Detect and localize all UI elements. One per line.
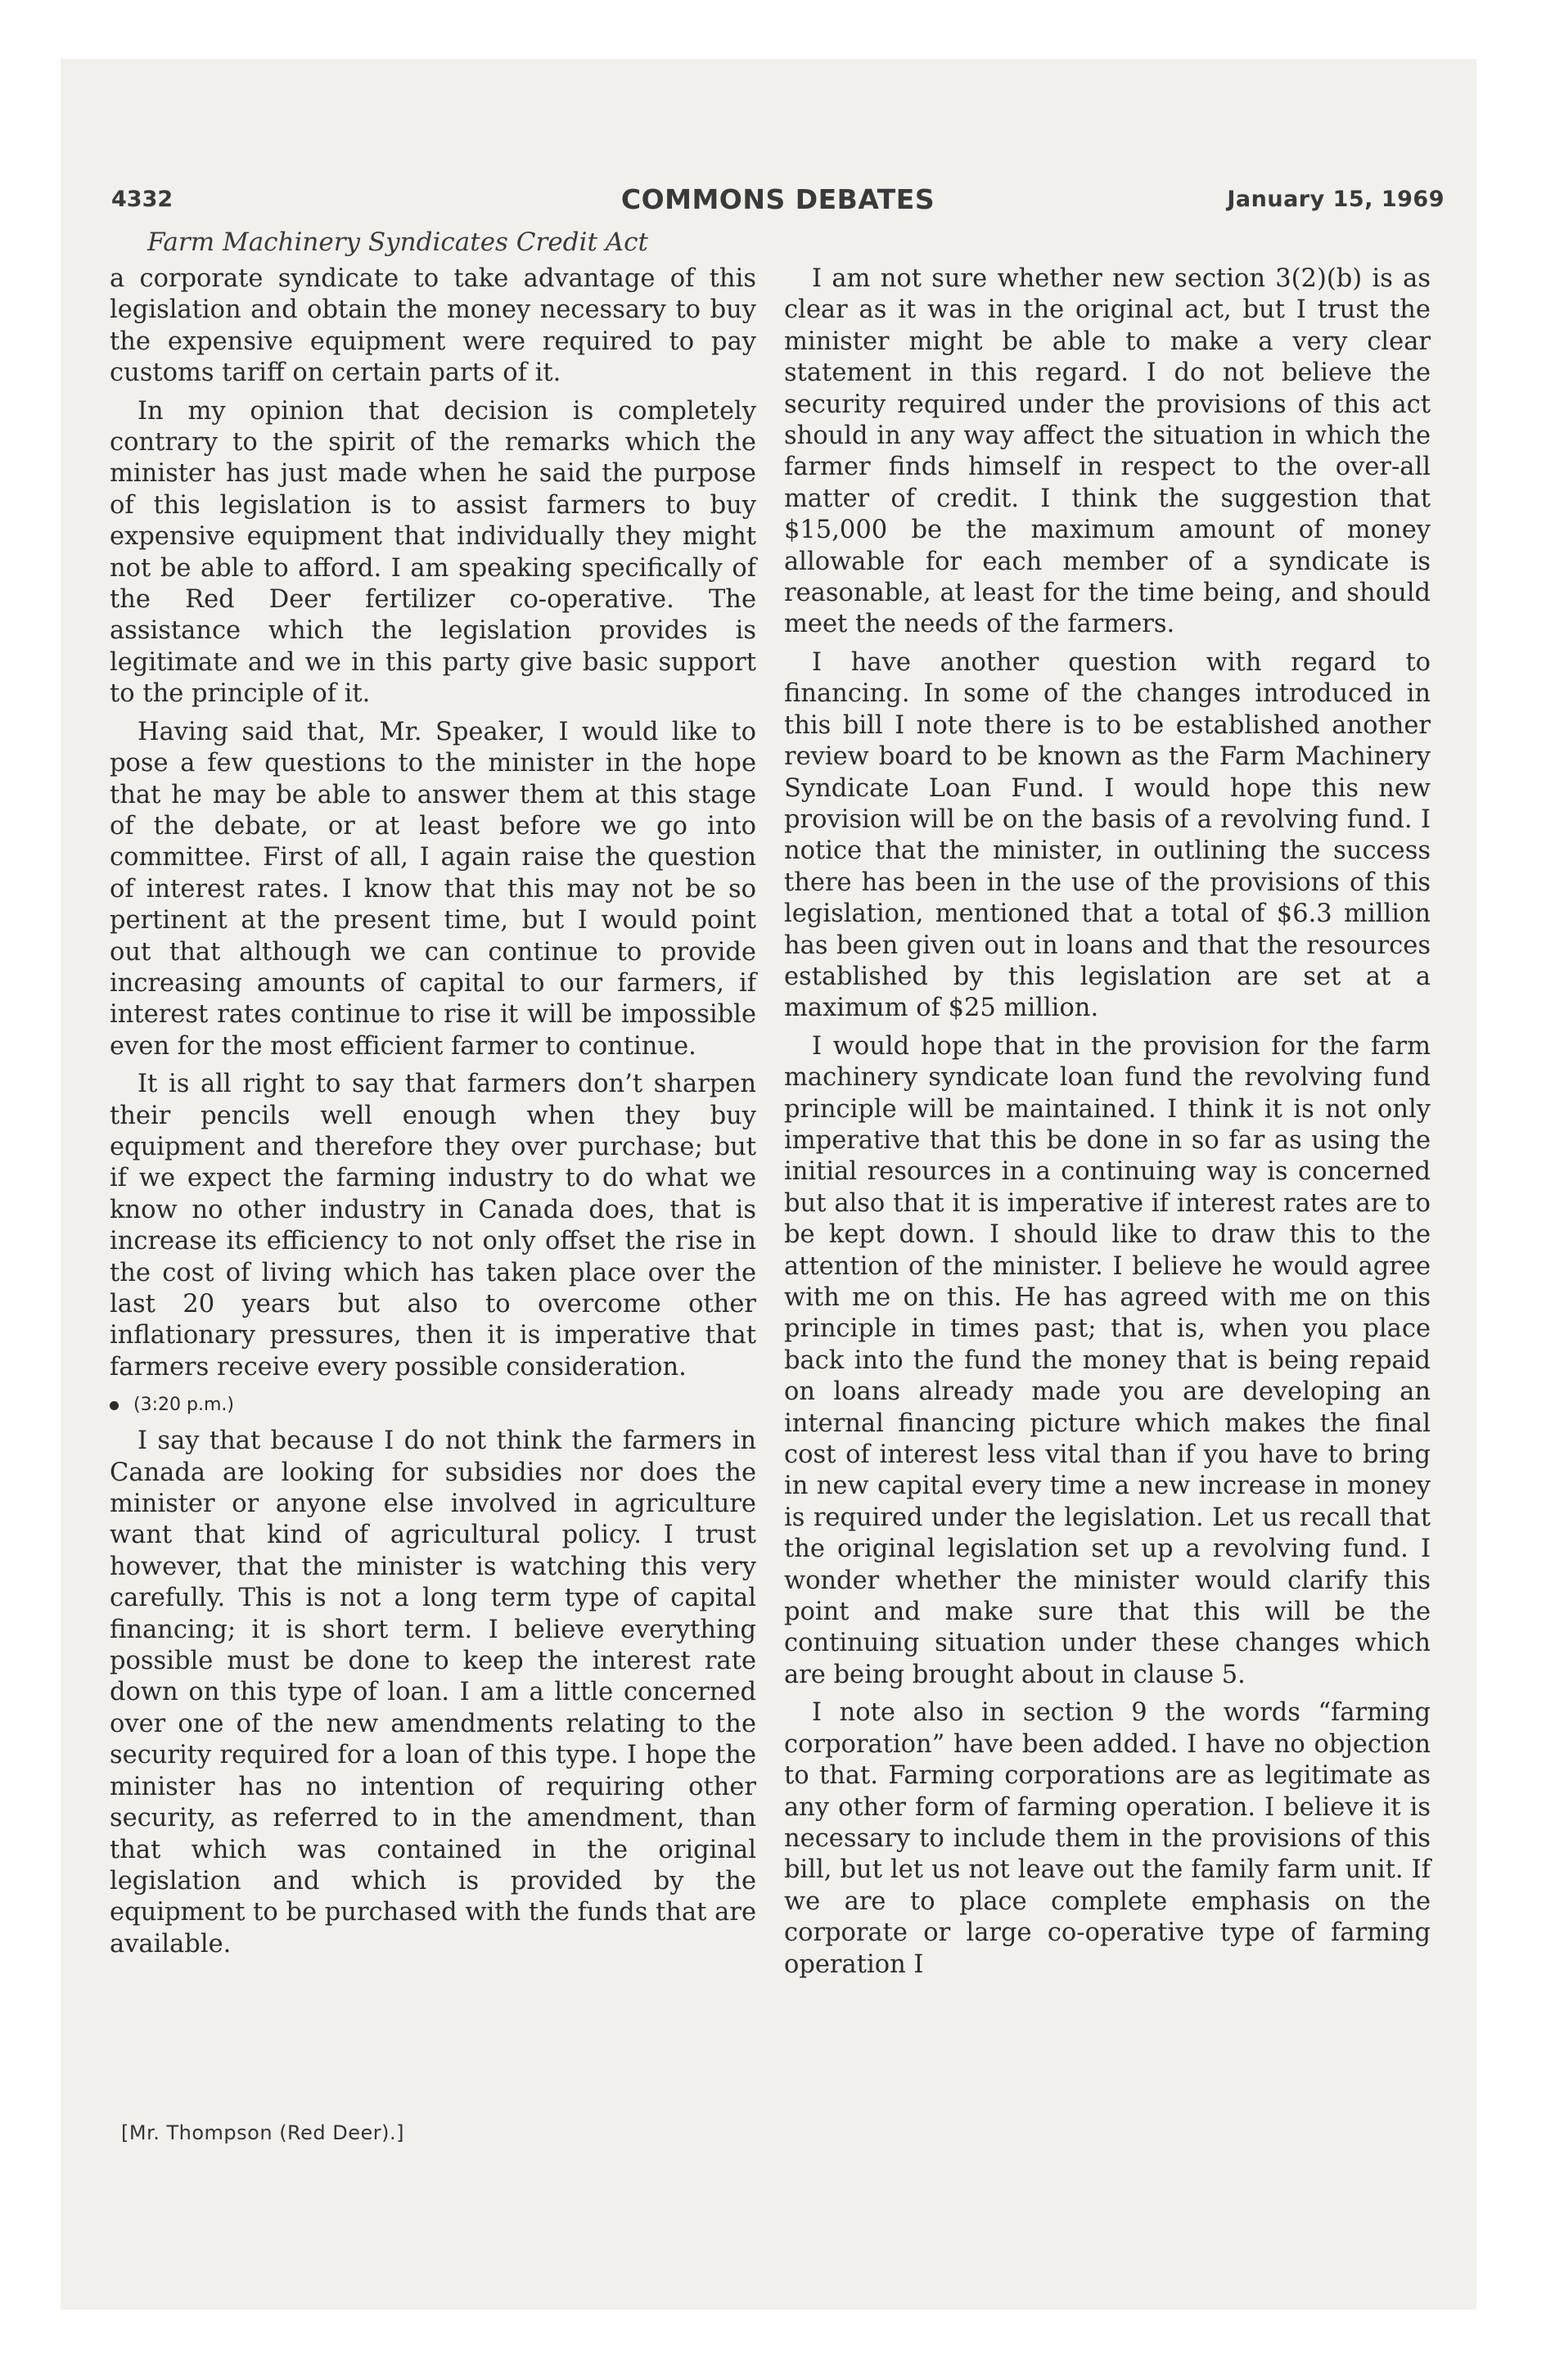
paragraph: I am not sure whether new section 3(2)(b) is as clear as it was in the original act, but I trust the minister might be able to make a very clear statement in this regard. I do not believe the security required under the provisions of this act should in any way affect the situation in which the farmer finds himself in respect to the over-all matter of credit. I think the suggestion that $15,000 be the maximum amount of money allowable for each member of a syndicate is reasonable, at least for the time being, and should meet the needs of the farmers. xyxy=(784,264,1431,639)
right-column xyxy=(784,264,1431,1987)
page-number: 4332 xyxy=(111,187,174,212)
paragraph: I have another question with regard to financing. In some of the changes introduced in this bill I note there is to be established another review board to be known as the Farm Machinery Syndicate Loan Fund. I would hope this new provision will be on the basis of a revolving fund. I notice that the minister, in outlining the success there has been in the use of the provisions of this legislation, mentioned that a total of $6.3 million has been given out in loans and that the resources established by this legislation are set at a maximum of $25 million. xyxy=(784,647,1431,1023)
paragraph: I say that because I do not think the farmers in Canada are looking for subsidies nor does the minister or anyone else involved in agriculture want that kind of agricultural policy. I trust however, that the minister is watching this very carefully. This is not a long term type of capital financing; it is short term. I believe everything possible must be done to keep the interest rate down on this type of loan. I am a little concerned over one of the new amendments relating to the security required for a loan of this type. I hope the minister has no intention of requiring other security, as referred to in the amendment, than that which was contained in the original legislation and which is provided by the equipment to be purchased with the funds that are available. xyxy=(110,1427,756,1959)
journal-title: COMMONS DEBATES xyxy=(620,183,935,215)
subject-heading: Farm Machinery Syndicates Credit Act xyxy=(147,228,648,257)
paragraph: It is all right to say that farmers don’t sharpen their pencils well enough when they buy equipment and therefore they over purchase; but if we expect the farming industry to do what we know no other industry in Canada does, that is increase its efficiency to not only offset the rise in the cost of living which has taken place over the last 20 years but also to overcome other inflationary pressures, then it is imperative that farmers receive every possible consideration. xyxy=(110,1070,756,1382)
speaker-footer: [Mr. Thompson (Red Deer).] xyxy=(121,2121,405,2144)
paragraph: Having said that, Mr. Speaker, I would like to pose a few questions to the minister in the hope that he may be able to answer them at this stage of the debate, or at least before we go into committee. First of all, I again raise the question of interest rates. I know that this may not be so pertinent at the present time, but I would point out that although we can continue to provide increasing amounts of capital to our farmers, if interest rates continue to rise it will be impossible even for the most efficient farmer to continue. xyxy=(110,717,756,1061)
header-date: January 15, 1969 xyxy=(1227,187,1445,212)
paragraph: In my opinion that decision is completely contrary to the spirit of the remarks which the minister has just made when he said the purpose of this legislation is to assist farmers to buy expensive equipment that individually they might not be able to afford. I am speaking specifically of the Red Deer fertilizer co-operative. The assistance which the legislation provides is legitimate and we in this party give basic support to the principle of it. xyxy=(110,396,756,709)
timestamp-marker xyxy=(110,1393,756,1418)
paragraph: I note also in section 9 the words “farming corporation” have been added. I have no objection to that. Farming corporations are as legitimate as any other form of farming operation. I believe it is necessary to include them in the provisions of this bill, but let us not leave out the family farm unit. If we are to place complete emphasis on the corporate or large co-operative type of farming operation I xyxy=(784,1698,1431,1979)
left-column xyxy=(110,264,756,1967)
running-header xyxy=(111,183,1445,219)
paragraph: a corporate syndicate to take advantage of this legislation and obtain the money necessary to buy the expensive equipment were required to pay customs tariff on certain parts of it. xyxy=(110,264,756,388)
paragraph: I would hope that in the provision for the farm machinery syndicate loan fund the revolving fund principle will be maintained. I think it is not only imperative that this be done in so far as using the initial resources in a continuing way is concerned but also that it is imperative if interest rates are to be kept down. I should like to draw this to the attention of the minister. I believe he would agree with me on this. He has agreed with me on this principle in times past; that is, when you place back into the fund the money that is being repaid on loans already made you are developing an internal financing picture which makes the final cost of interest less vital than if you have to bring in new capital every time a new increase in money is required under the legislation. Let us recall that the original legislation set up a revolving fund. I wonder whether the minister would clarify this point and make sure that this will be the continuing situation under these changes which are being brought about in clause 5. xyxy=(784,1031,1431,1689)
timestamp-text: (3:20 p.m.) xyxy=(133,1395,234,1416)
bullet-icon xyxy=(110,1401,119,1410)
